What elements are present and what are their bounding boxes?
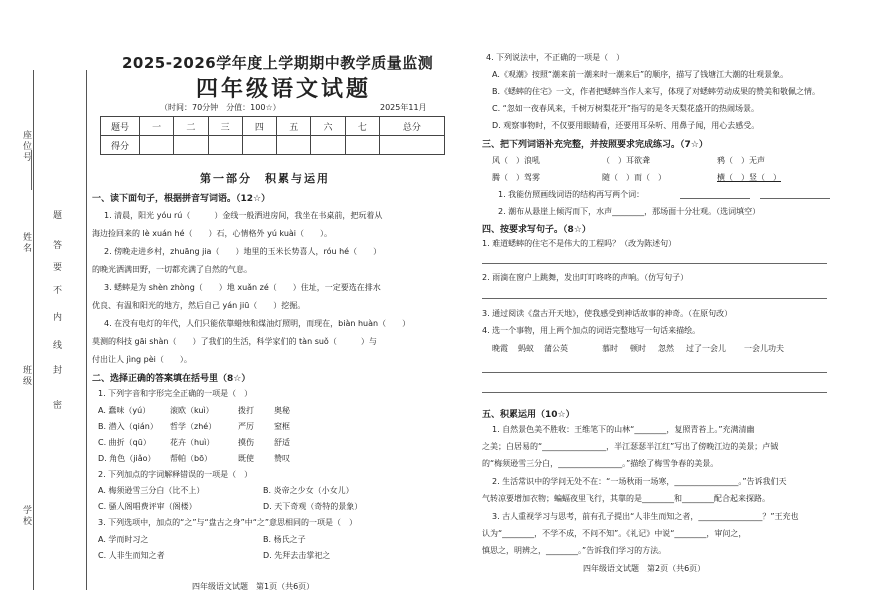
- option-row: [98, 453, 290, 464]
- word-choice: 蚂蚁: [518, 344, 534, 353]
- field-label-school: 学校: [21, 505, 31, 527]
- option[interactable]: A. 蠢味（yú）: [98, 406, 151, 415]
- score-cell[interactable]: [345, 136, 379, 155]
- s1-line: 海边捡回来的 lè xuán hé（ ）石，心情格外 yú kuài（ ）。: [92, 229, 333, 238]
- score-table-label: 得分: [101, 136, 140, 155]
- score-cell[interactable]: [277, 136, 311, 155]
- option-row: [98, 485, 354, 496]
- option[interactable]: D. 天下奇观（奇特的景象）: [263, 502, 363, 511]
- seal-char: 要: [51, 262, 61, 273]
- option-word: 摸伤: [238, 438, 254, 447]
- option-word: 拨打: [238, 406, 254, 415]
- exam-date: 2025年11月: [380, 103, 427, 112]
- question: 1. 我能仿照画线词语的结构再写两个词：: [498, 190, 645, 199]
- s5-line: 认为“________，不学不成，不问不知”。《礼记》中说“________，审问之，: [482, 529, 747, 538]
- option-row: [98, 437, 290, 448]
- option-row: [98, 550, 330, 561]
- option[interactable]: D. 角色（jiǎo）: [98, 454, 156, 463]
- question: 2. 下列加点的字词解释错误的一项是（ ）: [98, 470, 253, 479]
- answer-line[interactable]: [482, 392, 827, 393]
- option[interactable]: C. “忽如一夜春风来，千树万树梨花开”指写的是冬天梨花盛开的热闹场景。: [492, 104, 759, 113]
- s1-line: 2. 傍晚走进乡村，zhuāng jia（ ）地里的玉米长势喜人，róu hé（ ）: [104, 247, 382, 256]
- score-col: 二: [174, 117, 208, 136]
- word-choice: 顿时: [630, 344, 646, 353]
- score-col: 六: [311, 117, 345, 136]
- question: 3. 通过阅读《盘古开天地》，使我感受到神话故事的神奇。（在原句改）: [482, 309, 733, 318]
- option-row: [98, 405, 290, 416]
- option[interactable]: D. 先拜去击掌祀之: [263, 551, 331, 560]
- score-col: 三: [208, 117, 242, 136]
- s1-line: 的晚光洒满田野，一切都充满了自然的气息。: [92, 265, 252, 274]
- question: 2. 雨滴在窗户上跳舞，发出叮叮咚咚的声响。（仿写句子）: [482, 273, 689, 282]
- option-word: 窒框: [274, 422, 290, 431]
- option[interactable]: A. 梅须逊雪三分白（比不上）: [98, 486, 205, 495]
- option-word: 既使: [238, 454, 254, 463]
- s5-line: 气转凉要增加衣物；蝙蝠夜里飞行，其靠的是________和________配合起来探路。: [482, 494, 770, 503]
- word-choice: 忽然: [658, 344, 674, 353]
- option-word: 奥秘: [274, 406, 290, 415]
- binding-line-2: [86, 70, 87, 590]
- question: 2. 潮布从悬崖上倾泻而下，水声________，那场面十分壮观。（选词填空）: [498, 207, 761, 216]
- score-col: 五: [277, 117, 311, 136]
- s5-line: 3. 古人重视学习与思考，前有孔子提出“人非生而知之者，________________？”王充也: [492, 512, 799, 521]
- seal-char: 不: [51, 285, 61, 296]
- option[interactable]: C. 人非生而知之者: [98, 551, 165, 560]
- question: 1. 下列字音和字形完全正确的一项是（ ）: [98, 389, 253, 398]
- word-fill[interactable]: （ ）耳欲聋: [602, 156, 650, 165]
- score-cell[interactable]: [208, 136, 242, 155]
- answer-blank[interactable]: [760, 198, 830, 199]
- question: 1. 难道蟋蟀的住宅不是伟大的工程吗？（改为陈述句）: [482, 239, 677, 248]
- seal-char: 内: [51, 312, 61, 323]
- option[interactable]: B. 炎帝之少女（小女儿）: [263, 486, 354, 495]
- score-cell[interactable]: [311, 136, 345, 155]
- s1-line: 4. 在没有电灯的年代，人们只能依靠蜡烛和煤油灯照明，而现在，biàn huàn（ ）: [104, 319, 411, 328]
- option-word: 严厉: [238, 422, 254, 431]
- question: 4. 选一个事物，用上两个加点的词语完整地写一句话来描绘。: [482, 326, 701, 335]
- seal-char: 线: [51, 340, 61, 351]
- exam-subtitle: 四年级语文试题: [196, 77, 372, 102]
- score-table-label: 题号: [101, 117, 140, 136]
- word-fill[interactable]: 鸦（ ）无声: [717, 156, 765, 165]
- option-word: 舒适: [274, 438, 290, 447]
- s1-line: 莫测的科技 gāi shàn（ ）了我们的生活，科学家们的 tàn suǒ（ ）与: [92, 337, 377, 346]
- section-heading: 一、读下面句子，根据拼音写词语。（12☆）: [92, 194, 271, 204]
- option-row: [98, 534, 306, 545]
- exam-title: 2025-2026学年度上学期期中教学质量监测: [122, 54, 434, 72]
- page-footer: 四年级语文试题 第2页（共6页）: [583, 564, 706, 573]
- seal-char: 题: [51, 210, 61, 221]
- field-label-class: 班级: [21, 365, 31, 387]
- answer-blank[interactable]: [680, 198, 750, 199]
- option[interactable]: B. 杨氏之子: [263, 535, 306, 544]
- section-heading: 三、把下列词语补充完整，并按照要求完成练习。（7☆）: [482, 140, 708, 150]
- field-input-seat[interactable]: [31, 150, 33, 190]
- score-col: 四: [242, 117, 276, 136]
- s5-line: 的“梅须逊雪三分白，________________。”描绘了梅雪争春的美景。: [482, 459, 719, 468]
- score-col: 总分: [379, 117, 444, 136]
- option-word: 帮帕（bō）: [170, 454, 212, 463]
- field-label-name: 姓名: [21, 232, 31, 254]
- question: 3. 下列选项中，加点的“之”与“盘古之身”中“之”意思相同的一项是（ ）: [98, 518, 358, 527]
- word-choice: 晚霞: [492, 344, 508, 353]
- section-heading: 四、按要求写句子。（8☆）: [482, 225, 591, 235]
- score-col: 七: [345, 117, 379, 136]
- question: 4. 下列说法中，不正确的一项是（ ）: [486, 53, 625, 62]
- word-choice: 一会儿功夫: [744, 344, 784, 353]
- option-word: 花卉（huì）: [170, 438, 215, 447]
- option[interactable]: C. 骚人阁唱费评审（阁楼）: [98, 502, 197, 511]
- answer-line[interactable]: [482, 372, 827, 373]
- option-word: 滚欧（kuì）: [170, 406, 214, 415]
- word-choice: 慕时: [602, 344, 618, 353]
- exam-time: （时间：70分钟 分值：100☆）: [160, 103, 281, 112]
- score-cell[interactable]: [174, 136, 208, 155]
- word-fill[interactable]: 横（ ）竖（ ）: [717, 173, 781, 182]
- seal-char: 封: [51, 365, 61, 376]
- score-cell[interactable]: [242, 136, 276, 155]
- option[interactable]: A.《观潮》按照“潮来前一潮来时一潮来后”的顺序，描写了钱塘江大潮的壮观景象。: [492, 70, 789, 79]
- word-fill[interactable]: 腾（ ）驾雾: [492, 173, 540, 182]
- word-fill[interactable]: 风（ ）浪吼: [492, 156, 540, 165]
- option-word: 哲学（zhé）: [170, 422, 217, 431]
- s5-line: 2. 生活常识中的学问无处不在：“一场秋雨一场寒，________________。”告诉我们天: [492, 477, 787, 486]
- option-row: [98, 501, 362, 512]
- s5-line: 慎思之，明辨之，________。”告诉我们学习的方法。: [482, 546, 667, 555]
- option-word: 赞叹: [274, 454, 290, 463]
- s5-line: 之美；白居易的“________________，半江瑟瑟半江红”写出了傍晚江边的美景；卢钺: [482, 442, 779, 451]
- seal-char: 答: [51, 240, 61, 251]
- section-heading: 二、选择正确的答案填在括号里（8☆）: [92, 374, 251, 384]
- s1-line: 优良、有温和阳光的地方，然后自己 yán jiū（ ）挖掘。: [92, 301, 306, 310]
- s1-line: 付出让人 jìng pèi（ ）。: [92, 355, 192, 364]
- page-footer: 四年级语文试题 第1页（共6页）: [192, 582, 315, 591]
- word-fill[interactable]: 随（ ）而（ ）: [602, 173, 666, 182]
- option[interactable]: B.《蟋蟀的住宅》一文，作者把蟋蟀当作人来写，体现了对蟋蟀劳动成果的赞美和敬佩之情。: [492, 87, 821, 96]
- option[interactable]: B. 潜入（qián）: [98, 422, 158, 431]
- word-choice: 过了一会儿: [686, 344, 726, 353]
- part-title: 第一部分 积累与运用: [200, 172, 330, 185]
- answer-line[interactable]: [482, 263, 827, 264]
- option-row: [98, 421, 290, 432]
- answer-line[interactable]: [482, 298, 827, 299]
- word-row: [492, 343, 784, 354]
- word-choice: 蒲公英: [544, 344, 568, 353]
- option[interactable]: C. 曲折（qū）: [98, 438, 151, 447]
- option[interactable]: A. 学而时习之: [98, 535, 149, 544]
- seal-char: 密: [51, 400, 61, 411]
- word-row: [492, 172, 781, 183]
- score-table: [100, 116, 445, 155]
- s1-line: 1. 清晨，阳光 yóu rú（ ）金线一般洒进房间，我坐在书桌前，把玩着从: [104, 211, 383, 220]
- binding-line: [33, 70, 34, 590]
- option[interactable]: D. 观察事物时，不仅要用眼睛看，还要用耳朵听、用鼻子闻，用心去感受。: [492, 121, 760, 130]
- score-cell[interactable]: [140, 136, 174, 155]
- score-col: 一: [140, 117, 174, 136]
- section-heading: 五、积累运用（10☆）: [482, 410, 575, 420]
- score-cell[interactable]: [379, 136, 444, 155]
- s5-line: 1. 自然景色美不胜收：王维笔下的山林“________，复照青苔上。”充满清幽: [492, 425, 755, 434]
- word-row: [492, 155, 765, 166]
- s1-line: 3. 蟋蟀是为 shèn zhòng（ ）地 xuǎn zé（ ）住址，一定要选在排水: [104, 283, 381, 292]
- field-label-seat: 座位号: [21, 130, 31, 163]
